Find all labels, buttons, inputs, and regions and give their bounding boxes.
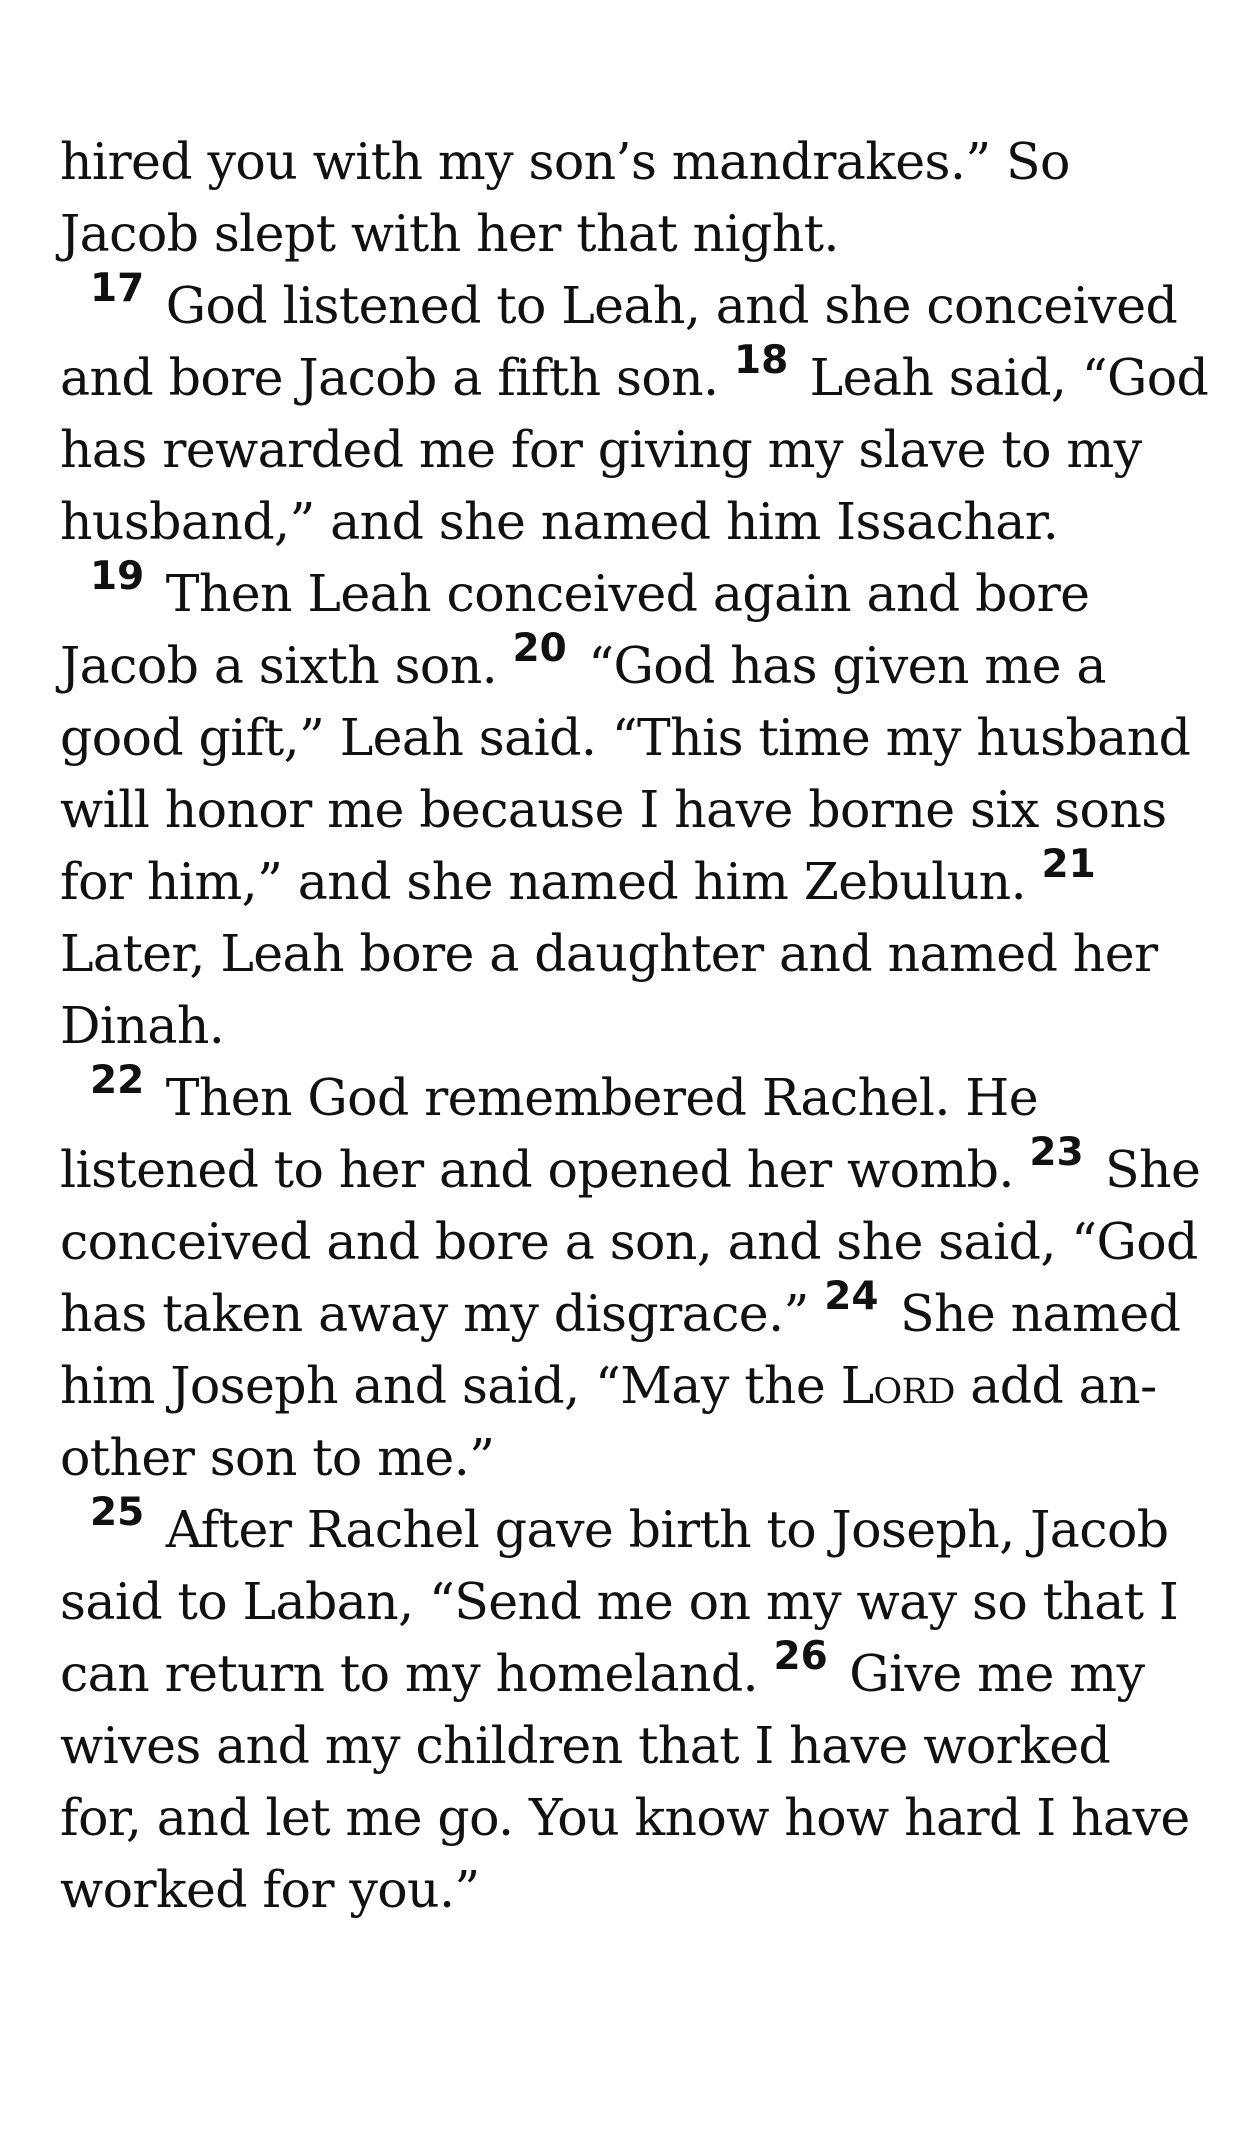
verse-text: wives and my children that I have worked	[60, 1716, 1111, 1775]
text-line	[60, 1206, 1198, 1278]
verse-text: She named	[884, 1284, 1181, 1343]
text-line	[60, 554, 1190, 630]
verse-text: Jacob slept with her that night.	[60, 204, 839, 263]
verse-text: Then God remembered Rachel. He	[150, 1068, 1038, 1127]
verse-text: worked for you.”	[60, 1860, 480, 1919]
text-line	[60, 1490, 1190, 1566]
verse-number: 24	[824, 1274, 879, 1319]
verse-text: him Joseph and said, “May the	[60, 1356, 841, 1415]
text-line	[60, 1854, 1190, 1926]
verse-text: hired you with my son’s mandrakes.” So	[60, 132, 1070, 191]
text-line	[60, 486, 1190, 558]
verse-text: has rewarded me for giving my slave to my	[60, 420, 1142, 479]
verse-text: other son to me.”	[60, 1428, 495, 1487]
verse-text: said to Laban, “Send me on my way so that I	[60, 1572, 1179, 1631]
verse-text: can return to my homeland.	[60, 1644, 774, 1703]
verse-number: 21	[1041, 842, 1096, 887]
text-line	[60, 1566, 1190, 1638]
text-line	[60, 842, 1190, 918]
verse-text: has taken away my disgrace.”	[60, 1284, 825, 1343]
text-line	[60, 1422, 1190, 1494]
text-line	[60, 126, 1190, 198]
text-line	[60, 198, 1190, 270]
text-line	[60, 702, 1190, 774]
verse-text: add an-	[954, 1356, 1157, 1415]
verse-text: Leah said, “God	[794, 348, 1209, 407]
scripture-passage	[60, 126, 1209, 1926]
verse-text: Dinah.	[60, 996, 225, 1055]
verse-text: listened to her and opened her womb.	[60, 1140, 1030, 1199]
text-line	[60, 990, 1190, 1062]
verse-text: Give me my	[833, 1644, 1145, 1703]
verse-number: 23	[1029, 1130, 1084, 1175]
verse-number: 19	[90, 554, 145, 599]
text-line	[60, 1710, 1190, 1782]
verse-number: 18	[733, 338, 789, 383]
text-line	[60, 1058, 1190, 1134]
text-line	[60, 1782, 1190, 1854]
verse-text: Jacob a sixth son.	[60, 636, 513, 695]
verse-text: for him,” and she named him Zebulun.	[60, 852, 1042, 911]
verse-text: conceived and bore a son, and she said, “God	[60, 1212, 1198, 1271]
text-line	[60, 338, 1209, 414]
text-line	[60, 1274, 1190, 1350]
text-line	[60, 774, 1190, 846]
text-line	[60, 626, 1190, 702]
verse-text: good gift,” Leah said. “This time my husband	[60, 708, 1191, 767]
verse-text: will honor me because I have borne six sons	[60, 780, 1167, 839]
verse-text: and bore Jacob a fifth son.	[60, 348, 734, 407]
verse-text: Later, Leah bore a daughter and named her	[60, 924, 1158, 983]
verse-text: Then Leah conceived again and bore	[150, 564, 1090, 623]
verse-text: for, and let me go. You know how hard I have	[60, 1788, 1190, 1847]
verse-text: husband,” and she named him Issachar.	[60, 492, 1059, 551]
verse-number: 25	[90, 1490, 145, 1535]
verse-text: After Rachel gave birth to Joseph, Jacob	[150, 1500, 1169, 1559]
verse-number: 17	[90, 266, 145, 311]
text-line	[60, 266, 1190, 342]
text-line	[60, 918, 1190, 990]
verse-number: 20	[512, 626, 567, 671]
verse-text: She	[1089, 1140, 1201, 1199]
text-line	[60, 1130, 1201, 1206]
verse-number: 22	[90, 1058, 145, 1103]
divine-name-text: Lord	[840, 1356, 955, 1415]
verse-number: 26	[773, 1634, 828, 1679]
verse-text: “God has given me a	[572, 636, 1106, 695]
text-line	[60, 1634, 1190, 1710]
text-line	[60, 1350, 1190, 1422]
text-line	[60, 414, 1190, 486]
verse-text: God listened to Leah, and she conceived	[150, 276, 1178, 335]
